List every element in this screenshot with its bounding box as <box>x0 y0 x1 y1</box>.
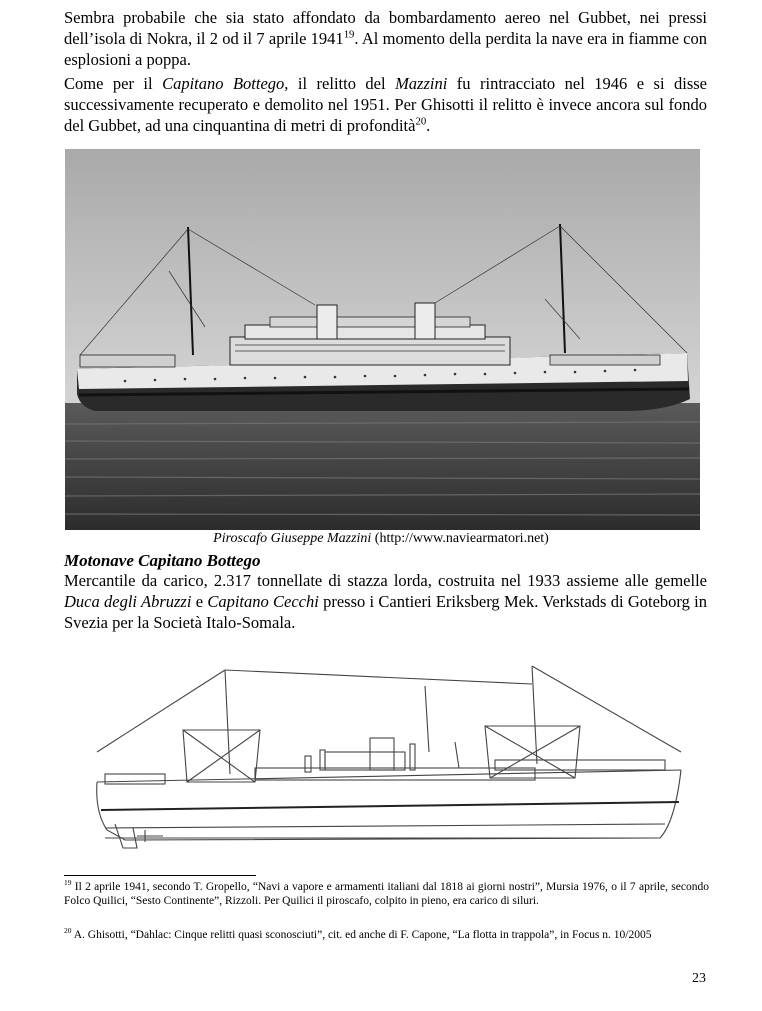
ship-photo <box>65 149 700 530</box>
ship-name: Duca degli Abruzzi <box>64 592 192 611</box>
caption-source: (http://www.naviearmatori.net) <box>371 531 549 546</box>
caption-title: Piroscafo Giuseppe Mazzini <box>213 531 372 546</box>
footnote-20 <box>64 926 709 943</box>
paragraph-text: Mercantile da carico, 2.317 tonnellate di stazza lorda, costruita nel 1933 assieme alle gemelle <box>64 571 707 590</box>
footnote-divider <box>64 875 256 876</box>
section-heading: Motonave Capitano Bottego <box>64 551 261 570</box>
paragraph-description <box>64 570 707 633</box>
paragraph-text: , il relitto del <box>284 74 396 93</box>
footnote-text: Il 2 aprile 1941, secondo T. Gropello, “Navi a vapore e armamenti italiani dal 1818 ai giorni nostri”, Mursia 1976, o il 7 aprile, secondo Folco Quilici, “Sesto Continente”, Rizzoli. Per Quilici il piroscafo, colpito in pieno, era carico di siluri. <box>64 881 709 907</box>
paragraph-text: fu rintracciato nel 1946 e si disse successivamente recuperato e demolito nel 1951. Per Ghisotti il relitto è invece ancora sul fondo del Gubbet, ad una cinquantina di metri di profondità <box>64 74 707 135</box>
footnote-ref-20[interactable]: 20 <box>415 115 427 128</box>
paragraph-text: Sembra probabile che sia stato affondato da bombardamento aereo nel Gubbet, nei pressi dell’isola di Nokra, il 2 od il 7 aprile 1941 <box>64 8 707 48</box>
footnote-number: 20 <box>64 926 72 936</box>
paragraph-text: e <box>191 592 208 611</box>
footnote-number: 19 <box>64 878 72 888</box>
paragraph-text: presso i Cantieri Eriksberg Mek. Verkstads di Goteborg in Svezia per la Società Italo-Somala. <box>64 592 707 632</box>
ship-name: Capitano Bottego <box>162 74 285 93</box>
page-number: 23 <box>692 971 706 986</box>
ship-name: Mazzini <box>395 74 448 93</box>
footnote-text: A. Ghisotti, “Dahlac: Cinque relitti quasi sconosciuti”, cit. ed anche di F. Capone, “La flotta in trappola”, in Focus n. 10/2005 <box>71 929 652 941</box>
paragraph-text: . Al momento della perdita la nave era in fiamme con esplosioni a poppa. <box>64 29 707 69</box>
footnote-19 <box>64 878 709 908</box>
paragraph-text: . <box>426 116 431 135</box>
photo-caption <box>0 530 762 548</box>
ship-name: Capitano Cecchi <box>207 592 319 611</box>
paragraph-text: Come per il <box>64 74 163 93</box>
ship-profile-drawing <box>75 652 695 862</box>
paragraph-wreck <box>64 73 707 136</box>
paragraph-sinking <box>64 7 707 70</box>
footnote-ref-19[interactable]: 19 <box>343 28 355 41</box>
